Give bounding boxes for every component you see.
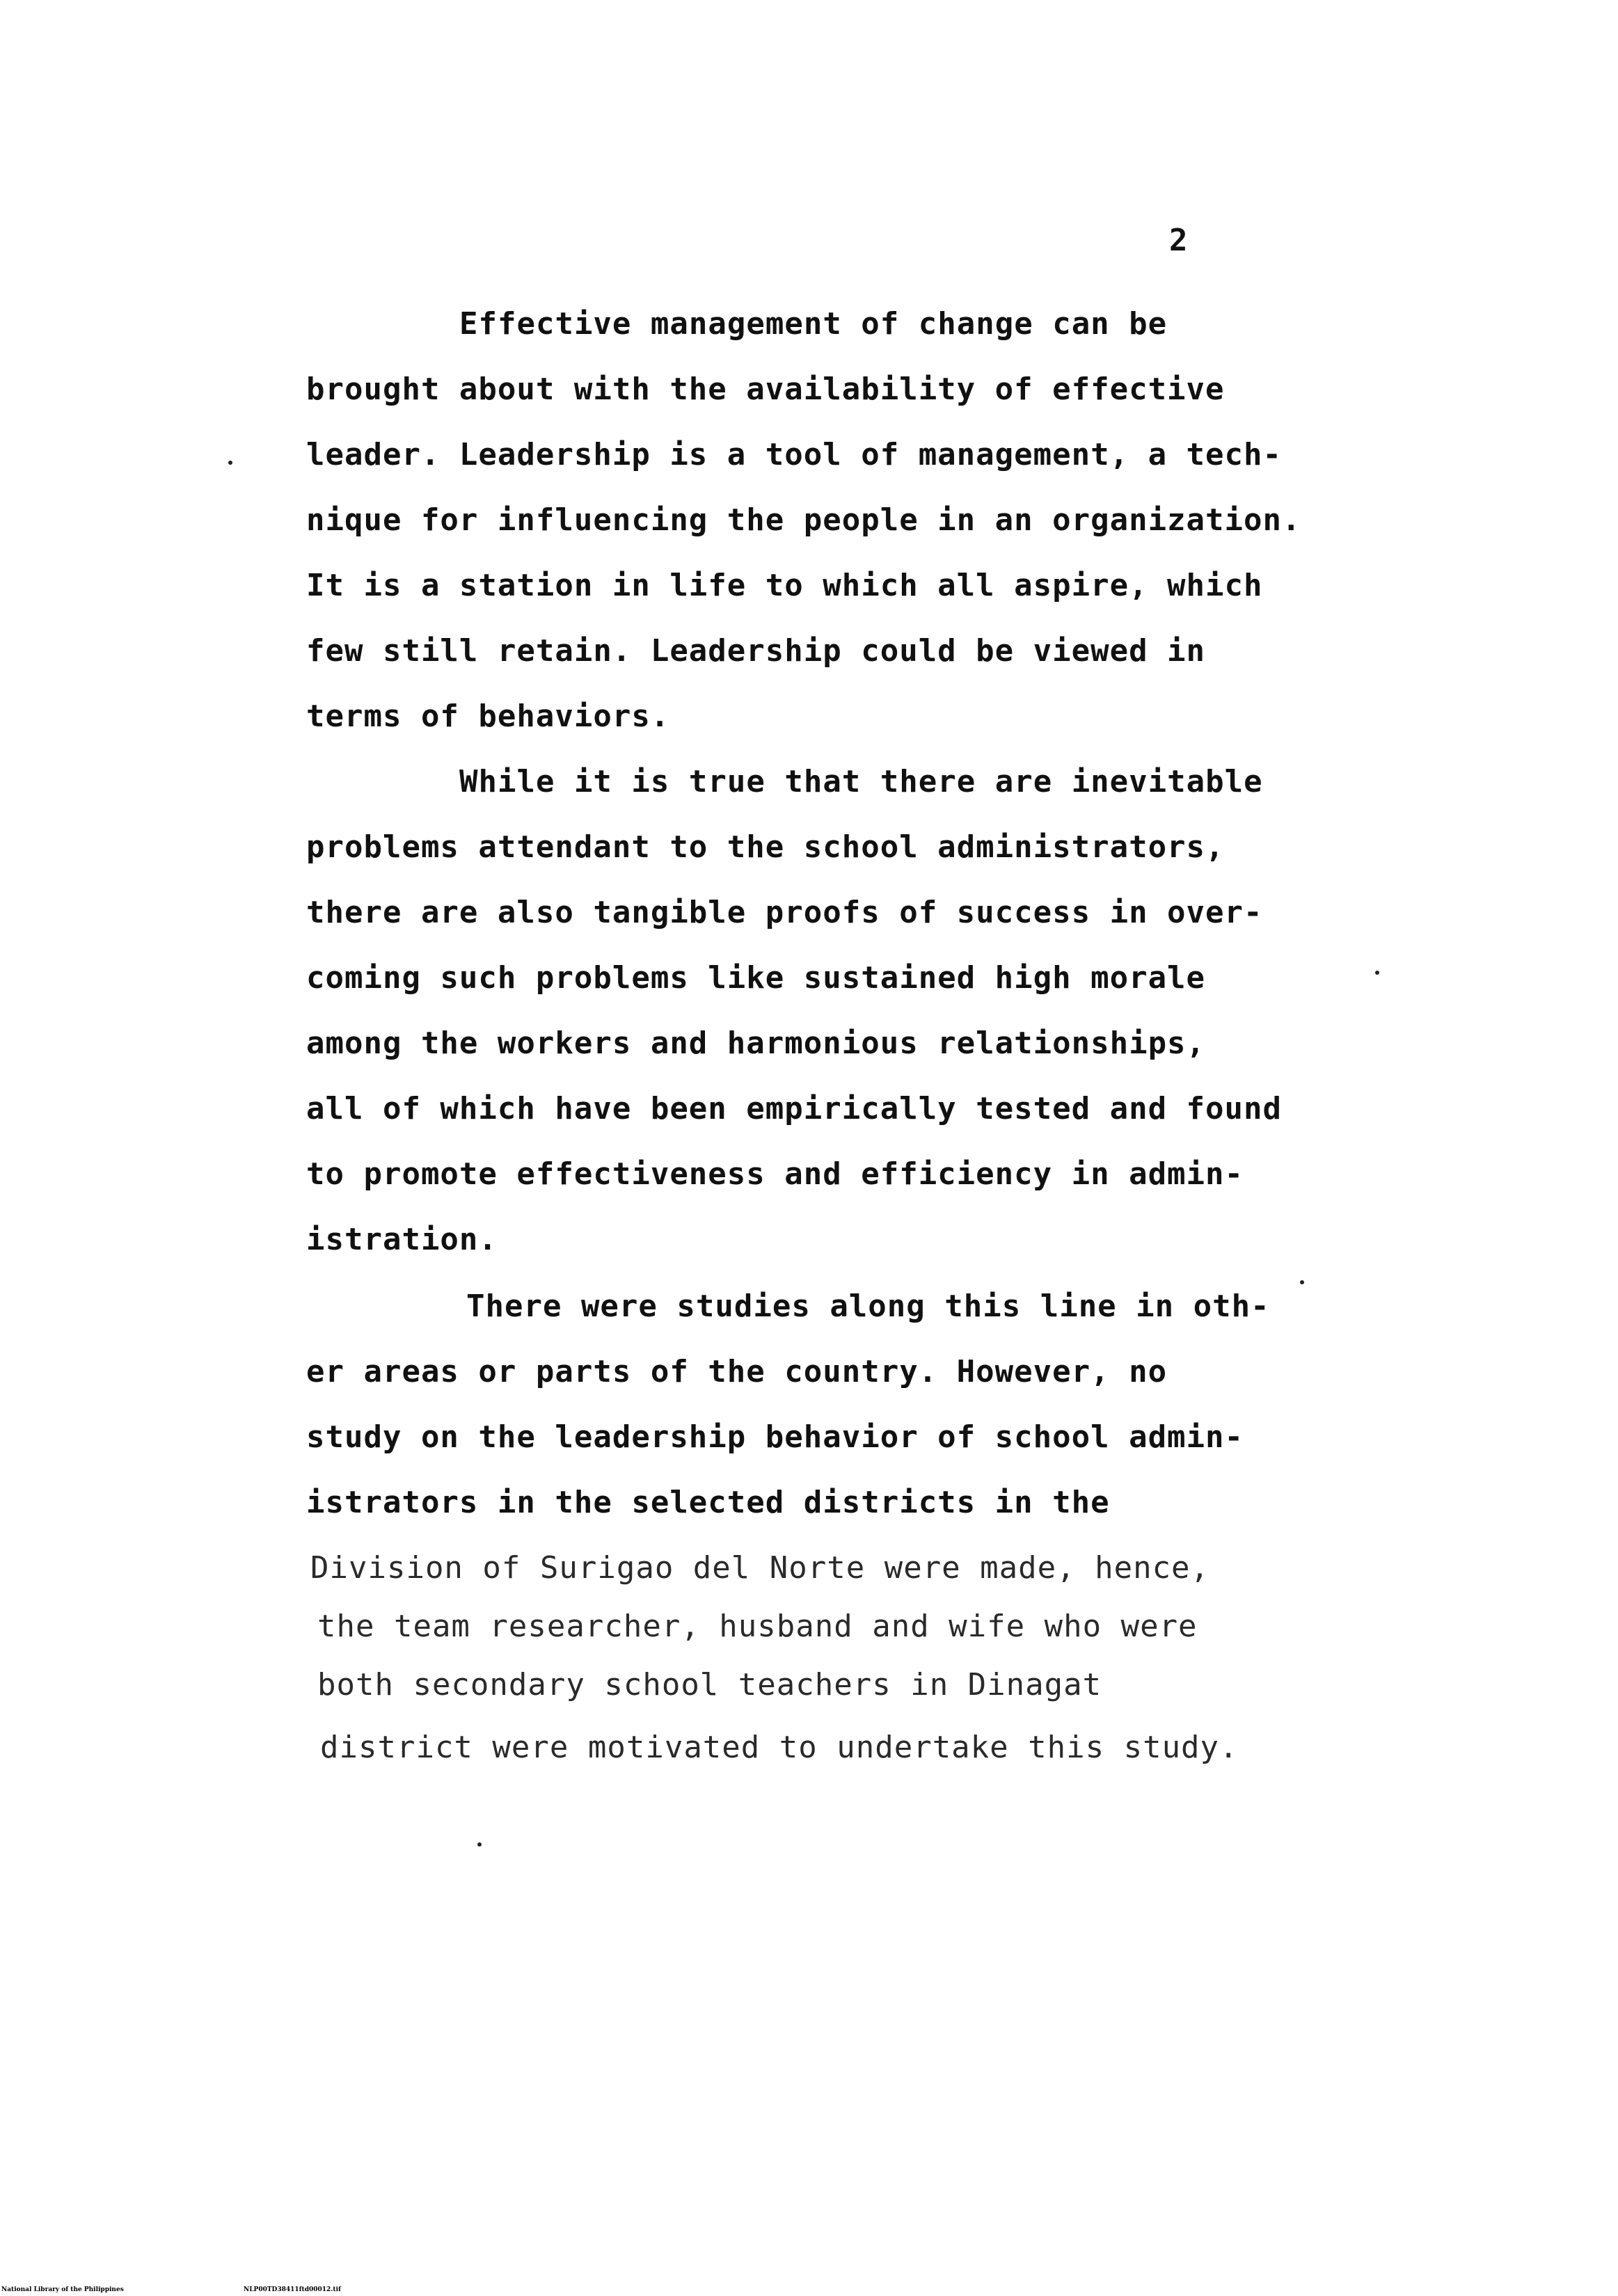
text-line: leader. Leadership is a tool of management, a tech- (306, 437, 1283, 472)
footer-file-id: NLP00TD38411ftd00012.tif (244, 2286, 341, 2293)
text-line: study on the leadership behavior of school admin- (306, 1419, 1244, 1455)
text-line: to promote effectiveness and efficiency in admin- (306, 1156, 1244, 1192)
text-line: problems attendant to the school administrators, (306, 829, 1225, 865)
text-line: brought about with the availability of effective (306, 372, 1225, 407)
text-line: There were studies along this line in oth- (466, 1289, 1270, 1324)
text-line: nique for influencing the people in an organization. (306, 502, 1301, 538)
text-line: there are also tangible proofs of success in over- (306, 895, 1263, 930)
text-line: among the workers and harmonious relationships, (306, 1026, 1206, 1061)
text-line: district were motivated to undertake this study. (320, 1730, 1239, 1765)
text-line: coming such problems like sustained high morale (306, 960, 1206, 996)
scan-speck (477, 1842, 482, 1847)
page-number: 2 (1169, 223, 1188, 258)
text-line: the team researcher, husband and wife who were (317, 1609, 1198, 1644)
text-line: terms of behaviors. (306, 699, 670, 734)
text-line: Division of Surigao del Norte were made, hence, (310, 1550, 1210, 1586)
scan-speck (1375, 971, 1379, 975)
text-line: istrators in the selected districts in the (306, 1485, 1110, 1520)
text-line: istration. (306, 1222, 498, 1257)
text-line: While it is true that there are inevitable (459, 764, 1263, 799)
footer-library-name: National Library of the Philippines (1, 2286, 124, 2293)
text-line: It is a station in life to which all aspire, which (306, 568, 1263, 603)
text-line: all of which have been empirically tested and found (306, 1091, 1283, 1126)
text-line: both secondary school teachers in Dinagat (317, 1667, 1102, 1703)
scan-speck (1300, 1280, 1304, 1284)
text-line: er areas or parts of the country. However, no (306, 1354, 1168, 1389)
text-line: Effective management of change can be (459, 306, 1168, 342)
text-line: few still retain. Leadership could be viewed in (306, 633, 1206, 669)
scan-speck (228, 461, 232, 465)
